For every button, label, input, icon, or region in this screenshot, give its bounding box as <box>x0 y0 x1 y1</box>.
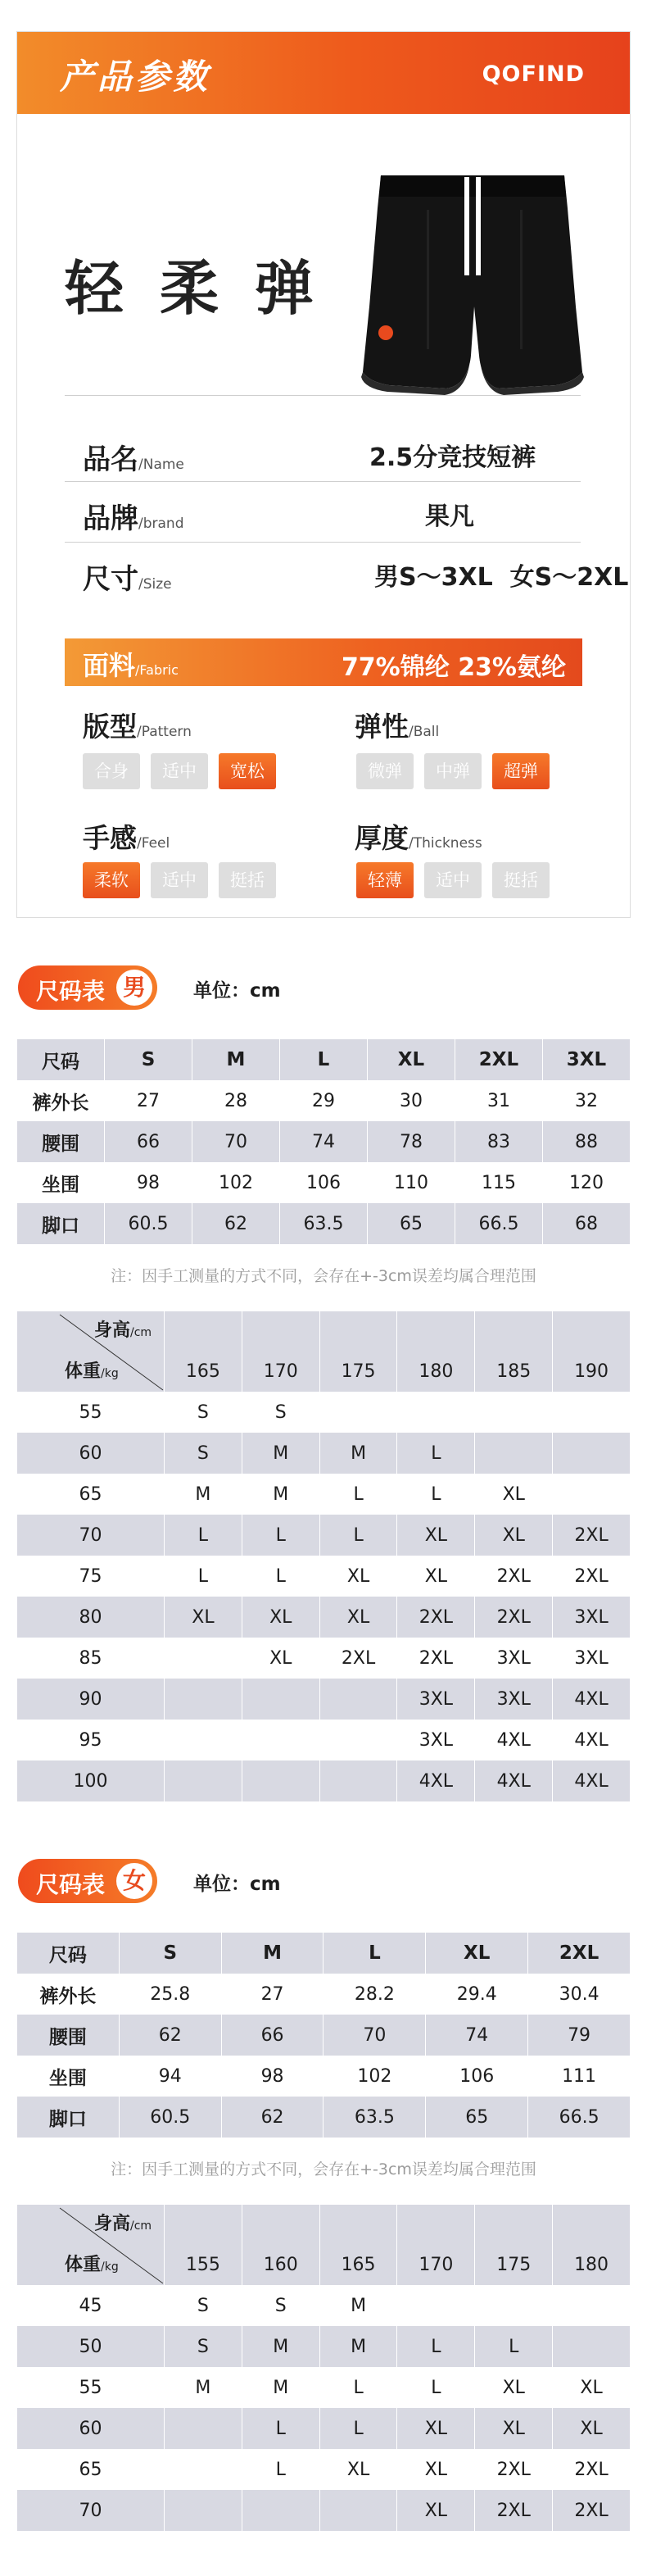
size-cell: 4XL <box>475 1760 553 1801</box>
size-cell: L <box>397 1433 475 1474</box>
table-cell: 66.5 <box>455 1203 543 1244</box>
table-header-row <box>17 1039 631 1080</box>
table-cell: 32 <box>543 1080 631 1121</box>
size-cell: 2XL <box>397 1638 475 1679</box>
product-params-card <box>16 31 631 918</box>
size-cell: M <box>242 1433 319 1474</box>
header-cell: 2XL <box>528 1933 631 1974</box>
size-cell: L <box>242 1556 319 1597</box>
size-cell: L <box>165 1515 242 1556</box>
header-cell: 尺码 <box>17 1933 120 1974</box>
table-row <box>17 1556 631 1597</box>
chip-elastic-super: 超弹 <box>492 753 550 789</box>
table-row <box>17 1720 631 1760</box>
table-cell: 28 <box>192 1080 280 1121</box>
size-cell <box>397 2285 475 2326</box>
size-cell: XL <box>475 2367 553 2408</box>
size-cell <box>165 2490 242 2531</box>
shorts-product-image <box>360 159 586 397</box>
table-cell: 66 <box>221 2015 324 2056</box>
height-header-cell: 170 <box>242 1311 319 1392</box>
header-cell: 2XL <box>455 1039 543 1080</box>
size-cell: L <box>319 1515 397 1556</box>
option-pattern-title: 版型/Pattern <box>83 711 192 743</box>
table-cell: 63.5 <box>280 1203 368 1244</box>
table-cell: 111 <box>528 2056 631 2097</box>
size-cell: L <box>242 2408 319 2449</box>
size-cell: XL <box>475 1474 553 1515</box>
size-cell: XL <box>397 1515 475 1556</box>
table-cell: 98 <box>221 2056 324 2097</box>
size-cell <box>319 1720 397 1760</box>
weight-cell: 80 <box>17 1597 165 1638</box>
table-cell: 29.4 <box>426 1974 528 2015</box>
table-row <box>17 1638 631 1679</box>
size-table-title: 尺码表 <box>36 1871 106 1898</box>
men-size-pill <box>18 965 157 1010</box>
size-cell: 2XL <box>553 1515 631 1556</box>
men-size-table <box>16 1039 631 1244</box>
header-cell: M <box>221 1933 324 1974</box>
table-cell: 27 <box>221 1974 324 2015</box>
brand-logo: QOFIND <box>482 61 585 87</box>
table-row <box>17 1392 631 1433</box>
chip-elastic-medium: 中弹 <box>424 753 482 789</box>
women-fit-table <box>16 2205 631 2531</box>
height-header-cell: 175 <box>475 2205 553 2285</box>
size-cell <box>319 1392 397 1433</box>
table-cell: 60.5 <box>119 2097 221 2138</box>
size-cell: XL <box>397 1556 475 1597</box>
row-label: 脚口 <box>17 2097 120 2138</box>
size-cell: L <box>242 1515 319 1556</box>
param-row-name <box>83 429 582 478</box>
table-cell: 65 <box>368 1203 455 1244</box>
table-cell: 28.2 <box>324 1974 426 2015</box>
size-cell <box>319 1760 397 1801</box>
table-row <box>17 1515 631 1556</box>
size-cell: 4XL <box>475 1720 553 1760</box>
weight-cell: 65 <box>17 2449 165 2490</box>
table-cell: 31 <box>455 1080 543 1121</box>
chip-feel-medium: 适中 <box>151 862 208 898</box>
gender-badge-male: 男 <box>116 970 152 1006</box>
header-cell: L <box>280 1039 368 1080</box>
table-cell: 115 <box>455 1162 543 1203</box>
height-weight-corner-cell <box>17 2205 165 2285</box>
size-cell: 2XL <box>475 1556 553 1597</box>
slogan-char: 弹 <box>255 254 314 323</box>
param-row-brand <box>83 488 582 537</box>
size-cell <box>553 1474 631 1515</box>
table-row <box>17 2408 631 2449</box>
size-cell: L <box>319 2367 397 2408</box>
param-label: 面料 <box>83 650 136 681</box>
women-measure-note: 注：因手工测量的方式不同，会存在+-3cm误差均属合理范围 <box>111 2160 536 2178</box>
size-cell: 3XL <box>553 1597 631 1638</box>
table-cell: 60.5 <box>105 1203 192 1244</box>
table-cell: 63.5 <box>324 2097 426 2138</box>
height-header-cell: 180 <box>553 2205 631 2285</box>
param-row-fabric <box>65 638 582 686</box>
size-cell: L <box>165 1556 242 1597</box>
size-cell: S <box>165 1392 242 1433</box>
size-cell: XL <box>553 2367 631 2408</box>
row-label: 腰围 <box>17 1121 105 1162</box>
table-row <box>17 1760 631 1801</box>
size-cell <box>165 2449 242 2490</box>
size-cell: M <box>165 2367 242 2408</box>
param-row-size <box>83 548 629 597</box>
chip-pattern-fitted: 合身 <box>83 753 140 789</box>
women-size-table <box>16 1933 631 2138</box>
table-cell: 102 <box>192 1162 280 1203</box>
size-cell <box>553 1392 631 1433</box>
height-label: 身高/cm <box>94 1320 152 1341</box>
table-cell: 29 <box>280 1080 368 1121</box>
table-cell: 70 <box>192 1121 280 1162</box>
row-label: 腰围 <box>17 2015 120 2056</box>
chip-pattern-regular: 适中 <box>151 753 208 789</box>
size-cell: M <box>319 2326 397 2367</box>
unit-label: 单位：cm <box>193 980 281 1002</box>
height-header-cell: 185 <box>475 1311 553 1392</box>
table-header-row <box>17 1933 631 1974</box>
size-cell: S <box>165 1433 242 1474</box>
size-cell: XL <box>397 2490 475 2531</box>
size-cell <box>475 1392 553 1433</box>
table-cell: 30 <box>368 1080 455 1121</box>
table-row <box>17 2326 631 2367</box>
size-cell: S <box>165 2326 242 2367</box>
table-cell: 27 <box>105 1080 192 1121</box>
size-cell: L <box>319 2408 397 2449</box>
weight-cell: 95 <box>17 1720 165 1760</box>
table-cell: 83 <box>455 1121 543 1162</box>
size-cell: 2XL <box>553 2449 631 2490</box>
size-cell: 2XL <box>475 2490 553 2531</box>
size-cell: XL <box>165 1597 242 1638</box>
table-cell: 30.4 <box>528 1974 631 2015</box>
slogan-char: 柔 <box>160 254 219 323</box>
table-cell: 65 <box>426 2097 528 2138</box>
men-fit-table <box>16 1311 631 1801</box>
size-cell: M <box>165 1474 242 1515</box>
unit-label: 单位：cm <box>193 1874 281 1895</box>
slogan-char: 轻 <box>65 254 124 323</box>
table-row <box>17 2015 631 2056</box>
size-cell: XL <box>553 2408 631 2449</box>
table-cell: 25.8 <box>119 1974 221 2015</box>
row-label: 裤外长 <box>17 1080 105 1121</box>
header-cell: XL <box>426 1933 528 1974</box>
size-cell: L <box>397 2326 475 2367</box>
table-row <box>17 2097 631 2138</box>
height-header-cell: 165 <box>165 1311 242 1392</box>
size-cell: XL <box>242 1597 319 1638</box>
height-header-cell: 170 <box>397 2205 475 2285</box>
size-cell: 3XL <box>475 1679 553 1720</box>
size-cell: L <box>397 1474 475 1515</box>
params-title: 产品参数 <box>60 57 211 97</box>
size-cell: XL <box>242 1638 319 1679</box>
header-cell: L <box>324 1933 426 1974</box>
weight-cell: 45 <box>17 2285 165 2326</box>
size-cell: L <box>319 1474 397 1515</box>
option-feel-title: 手感/Feel <box>83 822 170 854</box>
men-measure-note: 注：因手工测量的方式不同，会存在+-3cm误差均属合理范围 <box>111 1267 536 1285</box>
option-elastic-title: 弹性/Ball <box>355 711 440 743</box>
size-cell: 4XL <box>553 1760 631 1801</box>
header-cell: XL <box>368 1039 455 1080</box>
chip-thickness-medium: 适中 <box>424 862 482 898</box>
row-label: 裤外长 <box>17 1974 120 2015</box>
size-cell: L <box>397 2367 475 2408</box>
size-cell: 2XL <box>397 1597 475 1638</box>
weight-cell: 60 <box>17 1433 165 1474</box>
table-cell: 102 <box>324 2056 426 2097</box>
table-row <box>17 1162 631 1203</box>
table-row <box>17 1679 631 1720</box>
param-label: 品牌 <box>83 502 138 535</box>
chip-thickness-crisp: 挺括 <box>492 862 550 898</box>
size-cell: L <box>242 2449 319 2490</box>
size-cell <box>242 1720 319 1760</box>
param-value: 男S～3XL 女S～2XL <box>374 563 629 592</box>
table-cell: 98 <box>105 1162 192 1203</box>
table-cell: 68 <box>543 1203 631 1244</box>
size-cell: S <box>242 2285 319 2326</box>
table-cell: 88 <box>543 1121 631 1162</box>
table-header-row <box>17 2205 631 2285</box>
table-cell: 66 <box>105 1121 192 1162</box>
size-cell: M <box>242 1474 319 1515</box>
table-cell: 110 <box>368 1162 455 1203</box>
height-header-cell: 190 <box>553 1311 631 1392</box>
size-cell: M <box>319 1433 397 1474</box>
height-header-cell: 180 <box>397 1311 475 1392</box>
weight-cell: 50 <box>17 2326 165 2367</box>
header-cell: M <box>192 1039 280 1080</box>
height-header-cell: 155 <box>165 2205 242 2285</box>
size-cell <box>553 2326 631 2367</box>
size-cell <box>165 2408 242 2449</box>
size-cell: S <box>242 1392 319 1433</box>
table-row <box>17 2056 631 2097</box>
size-cell <box>475 2285 553 2326</box>
header-cell: 尺码 <box>17 1039 105 1080</box>
height-weight-corner-cell <box>17 1311 165 1392</box>
table-cell: 70 <box>324 2015 426 2056</box>
row-label: 脚口 <box>17 1203 105 1244</box>
param-label-en: /Name <box>138 457 184 473</box>
table-cell: 62 <box>119 2015 221 2056</box>
size-cell: M <box>242 2326 319 2367</box>
size-cell: L <box>475 2326 553 2367</box>
table-cell: 94 <box>119 2056 221 2097</box>
height-header-cell: 160 <box>242 2205 319 2285</box>
weight-cell: 85 <box>17 1638 165 1679</box>
table-cell: 74 <box>280 1121 368 1162</box>
gender-badge-female: 女 <box>116 1863 152 1899</box>
size-cell: XL <box>475 2408 553 2449</box>
size-cell <box>165 1720 242 1760</box>
header-cell: 3XL <box>543 1039 631 1080</box>
size-cell <box>242 1679 319 1720</box>
param-label-en: /Fabric <box>135 662 179 678</box>
chip-pattern-loose: 宽松 <box>219 753 276 789</box>
size-cell: XL <box>397 2449 475 2490</box>
chip-feel-soft: 柔软 <box>83 862 140 898</box>
size-cell <box>319 2490 397 2531</box>
size-cell: 2XL <box>553 1556 631 1597</box>
chip-elastic-slight: 微弹 <box>356 753 414 789</box>
table-cell: 78 <box>368 1121 455 1162</box>
size-cell: 4XL <box>553 1720 631 1760</box>
table-row <box>17 1974 631 2015</box>
size-cell: XL <box>475 1515 553 1556</box>
size-cell: XL <box>397 2408 475 2449</box>
weight-label: 体重/kg <box>65 1361 119 1382</box>
size-cell: 2XL <box>475 2449 553 2490</box>
header-cell: S <box>105 1039 192 1080</box>
header-cell: S <box>119 1933 221 1974</box>
weight-cell: 55 <box>17 2367 165 2408</box>
table-header-row <box>17 1311 631 1392</box>
weight-cell: 65 <box>17 1474 165 1515</box>
women-size-pill <box>18 1859 157 1903</box>
weight-cell: 70 <box>17 1515 165 1556</box>
size-cell <box>319 1679 397 1720</box>
table-row <box>17 1121 631 1162</box>
table-row <box>17 1080 631 1121</box>
param-label-en: /Size <box>138 576 172 593</box>
params-header <box>17 32 630 114</box>
size-cell: 2XL <box>319 1638 397 1679</box>
height-header-cell: 165 <box>319 2205 397 2285</box>
size-cell: M <box>319 2285 397 2326</box>
table-cell: 66.5 <box>528 2097 631 2138</box>
weight-cell: 60 <box>17 2408 165 2449</box>
param-value: 2.5分竞技短裤 <box>369 443 536 472</box>
size-cell <box>165 1638 242 1679</box>
chip-feel-crisp: 挺括 <box>219 862 276 898</box>
weight-cell: 100 <box>17 1760 165 1801</box>
divider <box>65 481 581 482</box>
weight-cell: 75 <box>17 1556 165 1597</box>
size-cell: XL <box>319 2449 397 2490</box>
table-row <box>17 1597 631 1638</box>
size-cell: S <box>165 2285 242 2326</box>
size-cell: XL <box>319 1556 397 1597</box>
param-label-en: /brand <box>138 516 184 532</box>
size-cell: 3XL <box>397 1679 475 1720</box>
size-table-title: 尺码表 <box>36 978 106 1005</box>
table-cell: 79 <box>528 2015 631 2056</box>
slogan <box>65 241 350 326</box>
size-cell <box>397 1392 475 1433</box>
table-cell: 74 <box>426 2015 528 2056</box>
size-cell: 3XL <box>553 1638 631 1679</box>
size-cell <box>242 2490 319 2531</box>
table-row <box>17 1474 631 1515</box>
weight-cell: 90 <box>17 1679 165 1720</box>
option-thickness-title: 厚度/Thickness <box>355 822 482 854</box>
size-cell <box>242 1760 319 1801</box>
row-label: 坐围 <box>17 1162 105 1203</box>
table-cell: 106 <box>280 1162 368 1203</box>
table-cell: 120 <box>543 1162 631 1203</box>
weight-label: 体重/kg <box>65 2255 119 2275</box>
size-cell: M <box>242 2367 319 2408</box>
param-value: 果凡 <box>425 502 474 531</box>
height-header-cell: 175 <box>319 1311 397 1392</box>
size-cell <box>475 1433 553 1474</box>
row-label: 坐围 <box>17 2056 120 2097</box>
size-cell: 4XL <box>397 1760 475 1801</box>
chip-thickness-light: 轻薄 <box>356 862 414 898</box>
size-cell: XL <box>319 1597 397 1638</box>
divider <box>65 395 581 396</box>
table-row <box>17 2490 631 2531</box>
divider <box>65 542 581 543</box>
size-cell: 2XL <box>475 1597 553 1638</box>
table-cell: 62 <box>221 2097 324 2138</box>
size-cell: 4XL <box>553 1679 631 1720</box>
size-cell <box>165 1679 242 1720</box>
table-row <box>17 2367 631 2408</box>
table-cell: 62 <box>192 1203 280 1244</box>
size-cell <box>165 1760 242 1801</box>
table-row <box>17 2449 631 2490</box>
size-cell: 3XL <box>397 1720 475 1760</box>
param-label: 尺寸 <box>83 563 138 596</box>
table-row <box>17 1203 631 1244</box>
size-cell <box>553 1433 631 1474</box>
param-value: 77%锦纶 23%氨纶 <box>341 653 566 682</box>
table-row <box>17 1433 631 1474</box>
size-cell <box>553 2285 631 2326</box>
param-label: 品名 <box>83 443 138 476</box>
weight-cell: 70 <box>17 2490 165 2531</box>
size-cell: 3XL <box>475 1638 553 1679</box>
weight-cell: 55 <box>17 1392 165 1433</box>
table-cell: 106 <box>426 2056 528 2097</box>
table-row <box>17 2285 631 2326</box>
height-label: 身高/cm <box>94 2214 152 2234</box>
size-cell: 2XL <box>553 2490 631 2531</box>
